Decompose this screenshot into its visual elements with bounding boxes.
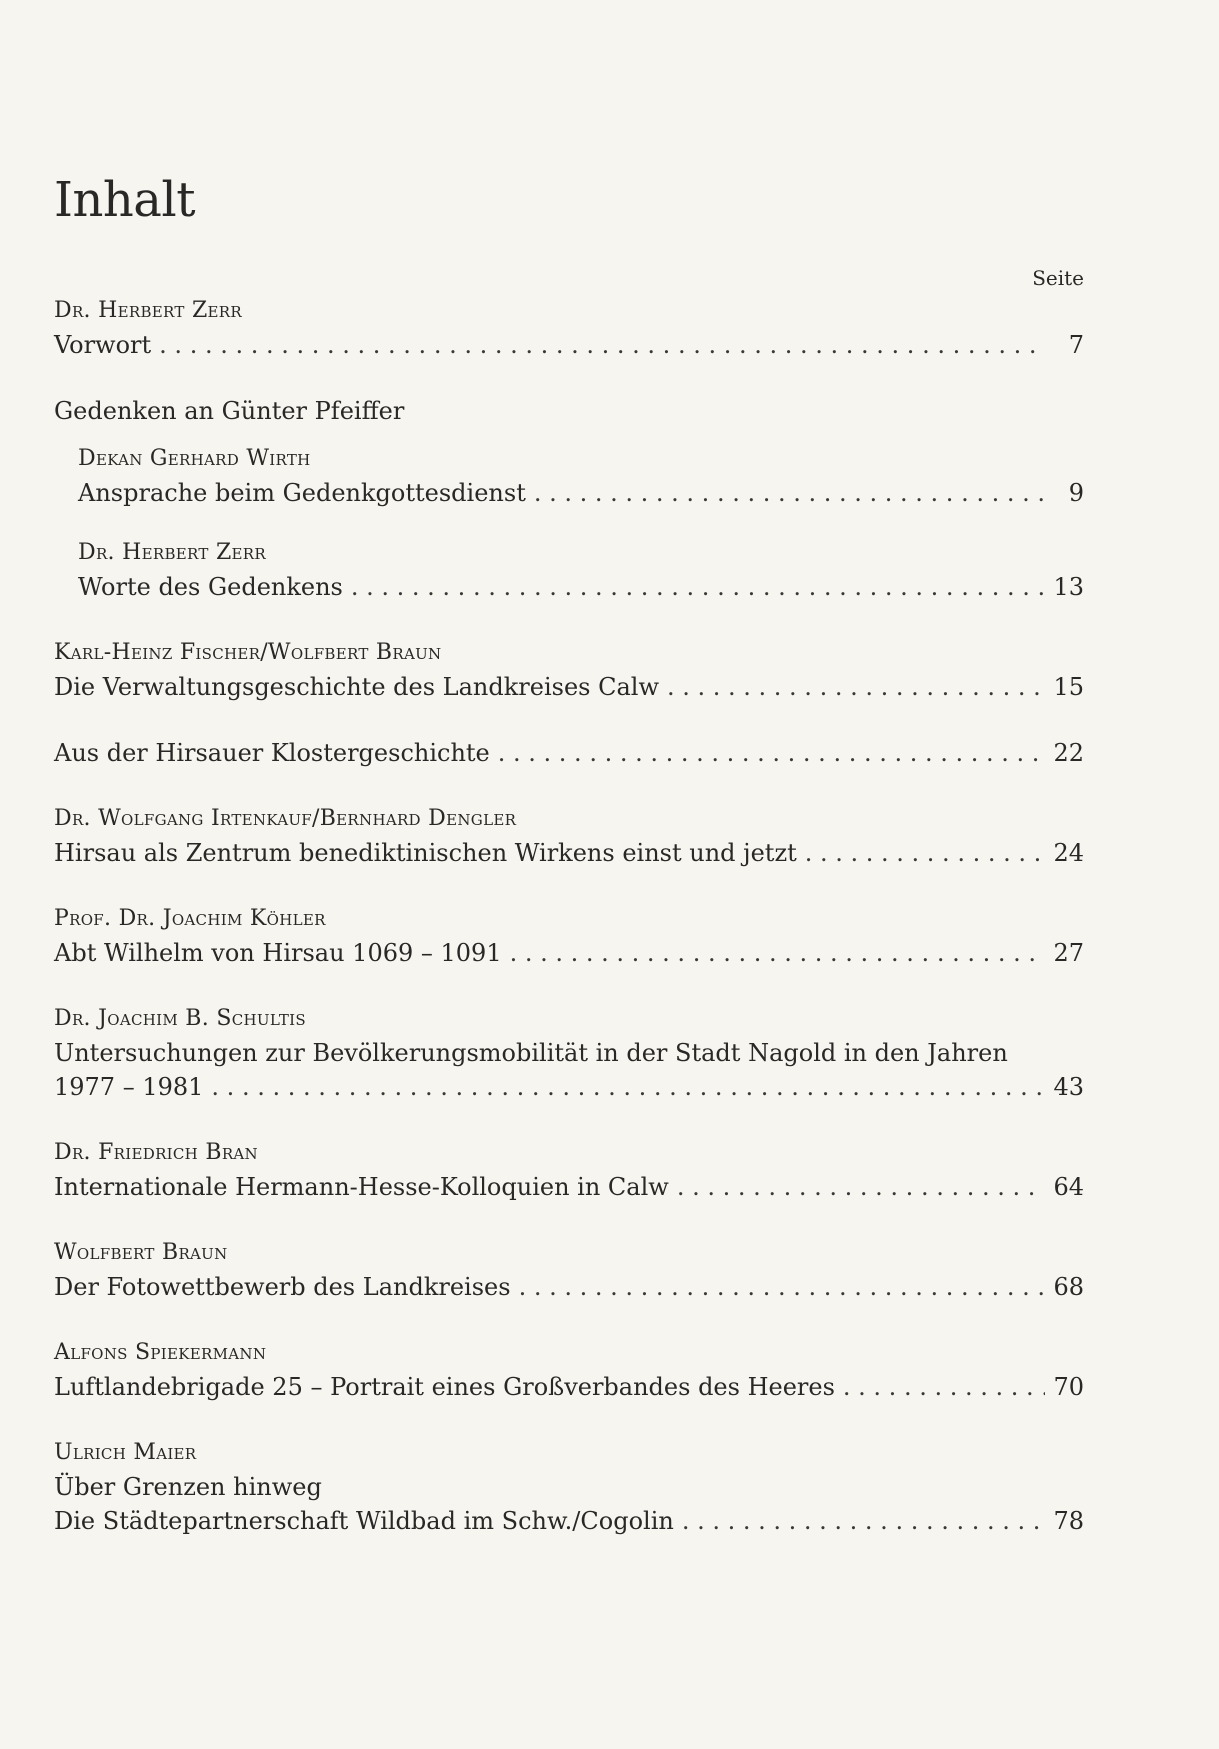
toc-author: Karl-Heinz Fischer/Wolfbert Braun bbox=[54, 640, 442, 665]
toc-title-line bbox=[54, 936, 1084, 970]
toc-title: Ansprache beim Gedenkgottesdienst bbox=[78, 479, 526, 507]
leader-dots bbox=[843, 1370, 1046, 1404]
leader-dots bbox=[211, 1070, 1045, 1104]
toc-title: Hirsau als Zentrum benediktinischen Wirkens einst und jetzt bbox=[54, 839, 797, 867]
leader-dots bbox=[159, 328, 1046, 362]
toc-title-line bbox=[54, 1504, 1084, 1538]
toc-title-line bbox=[54, 670, 1084, 704]
toc-title-first-line: Untersuchungen zur Bevölkerungsmobilität in der Stadt Nagold in den Jahren bbox=[54, 1039, 1008, 1067]
toc-title: Aus der Hirsauer Klostergeschichte bbox=[54, 739, 490, 767]
toc-author: Prof. Dr. Joachim Köhler bbox=[54, 906, 326, 931]
toc-title: Abt Wilhelm von Hirsau 1069 – 1091 bbox=[54, 939, 502, 967]
toc-entry bbox=[54, 1436, 1084, 1538]
page-title: Inhalt bbox=[54, 172, 196, 228]
toc-page-number: 70 bbox=[1053, 1373, 1084, 1401]
toc-title: Luftlandebrigade 25 – Portrait eines Großverbandes des Heeres bbox=[54, 1373, 835, 1401]
toc-title-line bbox=[54, 1170, 1084, 1204]
page-column-label: Seite bbox=[1032, 266, 1084, 290]
toc-author: Dekan Gerhard Wirth bbox=[78, 446, 311, 471]
toc-group-heading: Gedenken an Günter Pfeiffer bbox=[54, 397, 405, 425]
toc-author: Dr. Joachim B. Schultis bbox=[54, 1006, 306, 1031]
toc-entry bbox=[54, 1236, 1084, 1304]
toc-author: Wolfbert Braun bbox=[54, 1240, 228, 1265]
toc-page-number: 7 bbox=[1068, 331, 1084, 359]
leader-dots bbox=[682, 1504, 1046, 1538]
toc-page-number: 24 bbox=[1053, 839, 1084, 867]
toc-title: Die Städtepartnerschaft Wildbad im Schw./Cogolin bbox=[54, 1507, 674, 1535]
toc-page-number: 13 bbox=[1053, 573, 1084, 601]
toc-entry bbox=[54, 736, 1084, 770]
toc-title: Vorwort bbox=[54, 331, 152, 359]
leader-dots bbox=[667, 670, 1045, 704]
toc-page-number: 15 bbox=[1053, 673, 1084, 701]
table-of-contents bbox=[54, 294, 1084, 1570]
toc-entry bbox=[54, 902, 1084, 970]
toc-title-line bbox=[78, 476, 1084, 510]
toc-page-number: 22 bbox=[1053, 739, 1084, 767]
toc-author: Dr. Friedrich Bran bbox=[54, 1140, 258, 1165]
toc-author: Alfons Spiekermann bbox=[54, 1340, 267, 1365]
toc-author: Dr. Herbert Zerr bbox=[78, 540, 266, 565]
toc-title-line bbox=[54, 1370, 1084, 1404]
toc-author: Dr. Wolfgang Irtenkauf/Bernhard Dengler bbox=[54, 806, 517, 831]
toc-page-number: 68 bbox=[1053, 1273, 1084, 1301]
toc-title-line bbox=[54, 328, 1084, 362]
leader-dots bbox=[351, 570, 1046, 604]
toc-entry bbox=[54, 636, 1084, 704]
leader-dots bbox=[498, 736, 1046, 770]
toc-title: Internationale Hermann-Hesse-Kolloquien in Calw bbox=[54, 1173, 669, 1201]
toc-title-line bbox=[54, 736, 1084, 770]
toc-entry bbox=[54, 294, 1084, 362]
leader-dots bbox=[519, 1270, 1046, 1304]
toc-entry bbox=[78, 442, 1084, 510]
toc-author: Dr. Herbert Zerr bbox=[54, 298, 242, 323]
toc-title-line bbox=[78, 570, 1084, 604]
toc-page-number: 78 bbox=[1053, 1507, 1084, 1535]
toc-title: Die Verwaltungsgeschichte des Landkreises Calw bbox=[54, 673, 659, 701]
toc-title-line bbox=[54, 836, 1084, 870]
leader-dots bbox=[534, 476, 1046, 510]
toc-title-line bbox=[54, 1270, 1084, 1304]
toc-title: 1977 – 1981 bbox=[54, 1073, 204, 1101]
toc-entry bbox=[54, 802, 1084, 870]
toc-title-first-line: Über Grenzen hinweg bbox=[54, 1473, 322, 1501]
toc-page-number: 64 bbox=[1053, 1173, 1084, 1201]
leader-dots bbox=[805, 836, 1046, 870]
toc-title-line bbox=[54, 1070, 1084, 1104]
toc-author: Ulrich Maier bbox=[54, 1440, 197, 1465]
toc-page-number: 43 bbox=[1053, 1073, 1084, 1101]
leader-dots bbox=[677, 1170, 1046, 1204]
toc-entry bbox=[54, 1002, 1084, 1104]
toc-page-number: 9 bbox=[1068, 479, 1084, 507]
toc-entry bbox=[78, 536, 1084, 604]
leader-dots bbox=[510, 936, 1046, 970]
toc-entry bbox=[54, 1336, 1084, 1404]
toc-entry bbox=[54, 1136, 1084, 1204]
toc-page-number: 27 bbox=[1053, 939, 1084, 967]
toc-title: Der Fotowettbewerb des Landkreises bbox=[54, 1273, 511, 1301]
toc-title: Worte des Gedenkens bbox=[78, 573, 343, 601]
